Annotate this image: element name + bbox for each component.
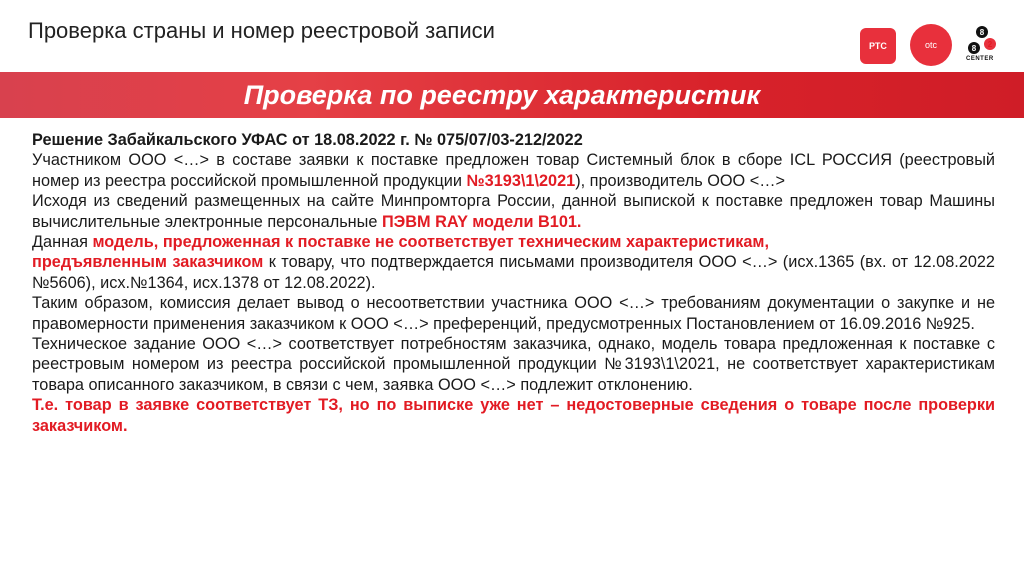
p1-after: ), производитель ООО <…> [575, 171, 786, 190]
decision-text [32, 130, 995, 436]
decision-heading: Решение Забайкальского УФАС от 18.08.2022 г. № 075/07/03-212/2022 [32, 131, 583, 149]
mismatch-highlight: модель, предложенная к поставке не соответствует техническим характеристикам, [92, 233, 769, 252]
otc-logo: otc [910, 24, 952, 66]
b2b-dot-middle: 2 [984, 38, 996, 50]
paragraph-technical-task: Техническое задание ООО <…> соответствует потребностям заказчика, однако, модель товара предложенная к поставке с реестровым номером из реестра российской промышленной продукции №3193\1\2021, не соответствует характеристикам товара описанного заказчиком, в связи с чем, заявка ООО <…> подлежит отклонению. [32, 335, 995, 394]
section-banner [0, 72, 1024, 118]
registry-number-highlight: №3193\1\2021 [466, 171, 576, 190]
p3-before: Данная [32, 233, 93, 252]
b2b-center-logo [962, 26, 1002, 68]
p3-after: к товару, что подтверждается письмами производителя ООО <…> (исх.1365 (вх. от 12.08.2022 №5606), исх.№1364, исх.1378 от 12.08.2022). [32, 253, 995, 292]
b2b-dot-left: 8 [968, 42, 980, 54]
model-highlight: ПЭВМ RAY модели B101. [381, 212, 582, 231]
paragraph-commission-conclusion: Таким образом, комиссия делает вывод о несоответствии участника ООО <…> требованиям документации о закупке и не правомерности применения заказчиком к ООО <…> преференций, предусмотренных Постановлением от 16.09.2016 №925. [32, 294, 995, 333]
paragraph-model-mismatch [32, 232, 995, 293]
conclusion-highlight: Т.е. товар в заявке соответствует ТЗ, но по выписке уже нет – недостоверные сведения о товаре после проверки заказчиком. [32, 396, 995, 435]
paragraph-participant [32, 150, 995, 191]
partner-logos [850, 18, 1010, 68]
b2b-center-label: CENTER [966, 56, 994, 62]
p1-before: Участником ООО <…> в составе заявки к поставке предложен товар Системный блок в сборе ICL РОССИЯ (реестровый номер из реестра российской промышленной продукции [32, 151, 995, 190]
mismatch-highlight-2: предъявленным заказчиком [32, 253, 264, 272]
p2-before: Исходя из сведений размещенных на сайте Минпромторга России, данной выпиской к поставке предложен товар Машины вычислительные электронные персональные [32, 192, 995, 231]
b2b-dot-top: 8 [976, 26, 988, 38]
rts-logo: РТС [860, 28, 896, 64]
page-title: Проверка страны и номер реестровой записи [28, 18, 495, 43]
paragraph-minpromtorg [32, 191, 995, 232]
banner-title: Проверка по реестру характеристик [243, 79, 761, 110]
